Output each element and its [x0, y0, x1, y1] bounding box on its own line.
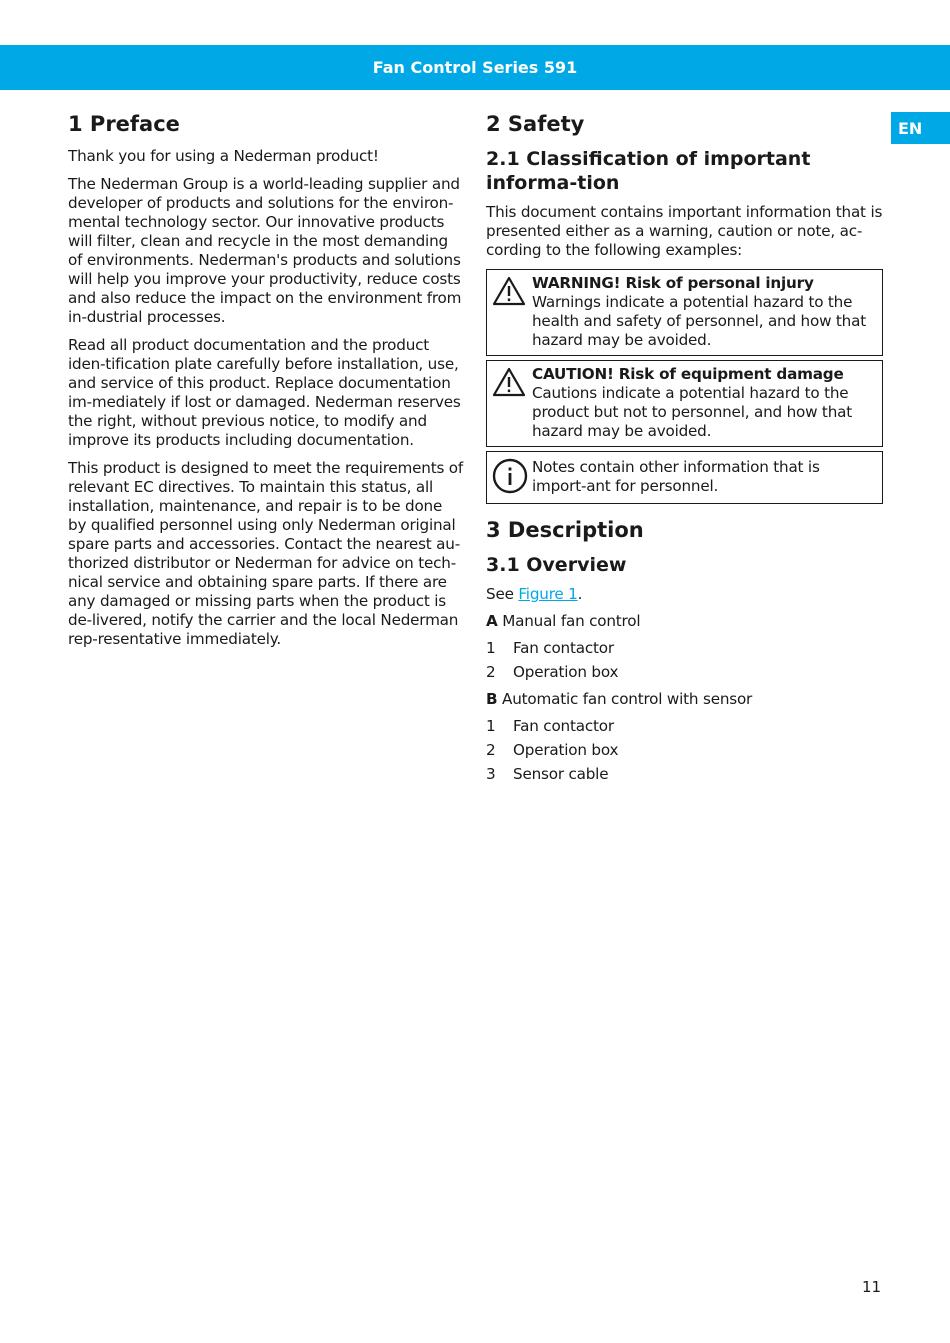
- safety-heading: 2 Safety: [486, 112, 585, 136]
- info-circle-icon: [492, 456, 532, 498]
- language-tab-label: EN: [898, 118, 923, 138]
- note-box: [486, 451, 883, 504]
- preface-paragraph: Read all product documentation and the product iden-tification plate carefully before installation, use, and service of this product. Replace documentation im-mediately if lost or damaged. Nederman reserves the right, without previous notice, to modify and improve its products including documentation.: [68, 336, 461, 449]
- classification-heading: 2.1 Classification of important informa-tion: [486, 148, 811, 194]
- warning-box: [486, 269, 883, 356]
- list-item-text: Operation box: [513, 741, 619, 759]
- preface-heading: 1 Preface: [68, 112, 180, 136]
- caution-title: CAUTION! Risk of equipment damage: [532, 365, 844, 383]
- page-number: 11: [862, 1278, 882, 1296]
- group-a-letter: A: [486, 612, 498, 630]
- left-column: [68, 110, 464, 658]
- warning-title: WARNING! Risk of personal injury: [532, 274, 814, 292]
- overview-heading: 3.1 Overview: [486, 554, 627, 576]
- group-a-label: [486, 612, 883, 631]
- list-item: [486, 714, 883, 738]
- figure-1-link[interactable]: Figure 1: [518, 585, 578, 603]
- language-tab: [891, 112, 950, 144]
- list-item-text: Operation box: [513, 663, 619, 681]
- list-item-text: Fan contactor: [513, 717, 614, 735]
- preface-paragraph: The Nederman Group is a world-leading supplier and developer of products and solutions for the environ-mental technology sector. Our innovative products will filter, clean and recycle in the most demanding of environments. Nederman's products and solutions will help you improve your productivity, reduce costs and also reduce the impact on the environment from in-dustrial processes.: [68, 175, 462, 326]
- header-title: Fan Control Series 591: [372, 58, 578, 77]
- group-a-text: Manual fan control: [502, 612, 641, 630]
- list-item-number: 1: [486, 717, 496, 735]
- list-item-number: 2: [486, 741, 496, 759]
- group-b-letter: B: [486, 690, 498, 708]
- list-item-number: 2: [486, 663, 496, 681]
- description-heading: 3 Description: [486, 518, 644, 542]
- safety-intro: This document contains important information that is presented either as a warning, caution or note, ac-cording to the following examples:: [486, 203, 883, 259]
- list-item-number: 3: [486, 765, 496, 783]
- group-b-text: Automatic fan control with sensor: [502, 690, 753, 708]
- caution-box: [486, 360, 883, 447]
- warning-triangle-icon: [492, 274, 532, 350]
- list-item: [486, 762, 883, 786]
- list-item-number: 1: [486, 639, 496, 657]
- warning-text: Warnings indicate a potential hazard to the health and safety of personnel, and how that hazard may be avoided.: [532, 293, 866, 349]
- caution-triangle-icon: [492, 365, 532, 441]
- list-item-text: Sensor cable: [513, 765, 609, 783]
- note-text: Notes contain other information that is import-ant for personnel.: [532, 458, 820, 495]
- header-bar: [0, 45, 950, 90]
- right-column: [486, 110, 883, 786]
- see-prefix: See: [486, 585, 514, 603]
- list-item: [486, 660, 883, 684]
- list-item-text: Fan contactor: [513, 639, 614, 657]
- caution-text: Cautions indicate a potential hazard to the product but not to personnel, and how that hazard may be avoided.: [532, 384, 852, 440]
- group-b-label: [486, 690, 883, 709]
- see-suffix: .: [577, 585, 583, 603]
- preface-paragraph: This product is designed to meet the requirements of relevant EC directives. To maintain this status, all installation, maintenance, and repair is to be done by qualified personnel using only Nederman original spare parts and accessories. Contact the nearest au-thorized distributor or Nederman for advice on tech-nical service and obtaining spare parts. If there are any damaged or missing parts when the product is de-livered, notify the carrier and the local Nederman rep-resentative immediately.: [68, 459, 464, 648]
- figure-reference: [486, 585, 883, 604]
- list-item: [486, 738, 883, 762]
- list-item: [486, 636, 883, 660]
- preface-paragraph: Thank you for using a Nederman product!: [68, 147, 379, 165]
